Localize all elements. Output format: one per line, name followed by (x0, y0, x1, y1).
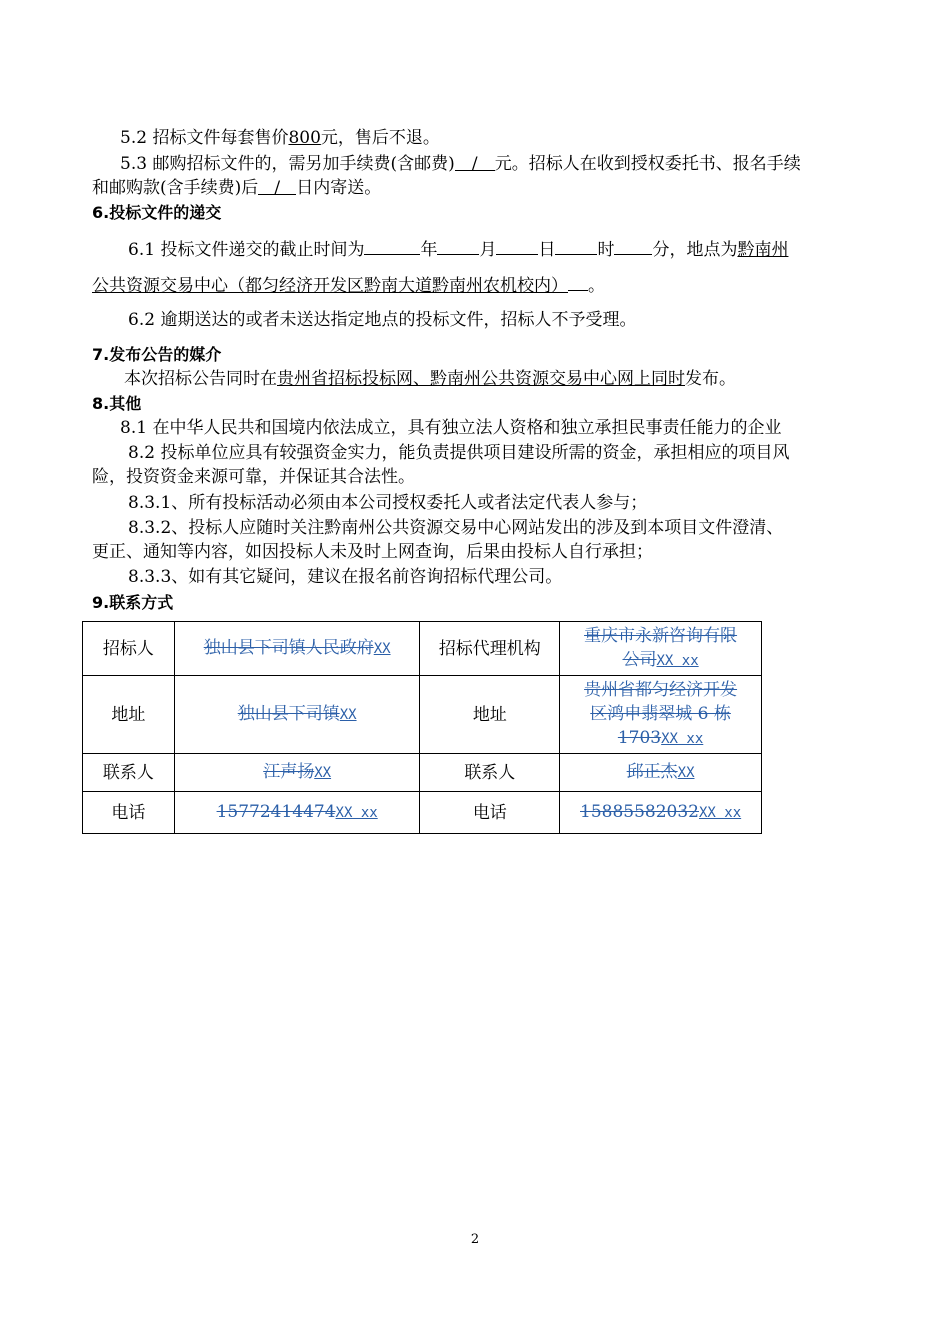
paragraph-8-3-1: 8.3.1、所有投标活动必须由本公司授权委托人或者法定代表人参与； (128, 493, 648, 513)
paragraph-6-1-line1 (128, 236, 898, 262)
label-address-right: 地址 (420, 676, 560, 754)
heading-8: 8.其他 (92, 394, 142, 413)
heading-7: 7.发布公告的媒介 (92, 345, 222, 364)
hour-blank (555, 236, 597, 255)
table-row (83, 792, 762, 834)
address-right-struck-3: 1703 (617, 728, 662, 748)
tenderer-value (174, 622, 420, 676)
agency-value (560, 622, 762, 676)
label-phone-right: 电话 (420, 792, 560, 834)
p53-line2-end: 日内寄送。 (296, 178, 382, 198)
label-agency: 招标代理机构 (420, 622, 560, 676)
phone-left-struck: 15772414474 (216, 802, 336, 822)
phone-right-value (560, 792, 762, 834)
table-row (83, 676, 762, 754)
month-label: 月 (479, 240, 497, 260)
day-label: 日 (538, 240, 556, 260)
label-phone-left: 电话 (83, 792, 175, 834)
day-blank (496, 236, 538, 255)
p53-text-end: 元。招标人在收到授权委托书、报名手续 (494, 154, 801, 174)
address-left-struck: 独山县下司镇 (237, 704, 340, 724)
phone-left-inserted: XX xx (335, 805, 378, 821)
paragraph-7 (124, 367, 894, 391)
minute-blank (614, 236, 652, 255)
place-text-part2: 公共资源交易中心（都匀经济开发区黔南大道黔南州农机校内） (92, 276, 568, 296)
paragraph-5-3-line1 (120, 152, 890, 176)
address-right-struck-1: 贵州省都匀经济开发 (584, 680, 738, 700)
phone-right-struck: 15885582032 (580, 802, 699, 822)
table-row (83, 622, 762, 676)
address-left-inserted: XX (339, 707, 357, 723)
p53-line2-text: 和邮购款(含手续费)后 (92, 178, 259, 198)
fee-blank-value: / (471, 154, 478, 174)
paragraph-8-1: 8.1 在中华人民共和国境内依法成立，具有独立法人资格和独立承担民事责任能力的企业 (120, 418, 782, 438)
p52-text-end: 元，售后不退。 (320, 128, 440, 148)
tenderer-struck: 独山县下司镇人民政府 (203, 638, 374, 658)
month-blank (437, 236, 479, 255)
paragraph-8-2-line1: 8.2 投标单位应具有较强资金实力，能负责提供项目建设所需的资金，承担相应的项目风 (128, 443, 790, 463)
p7-text: 本次招标公告同时在 (124, 369, 277, 389)
contact-table (82, 621, 762, 834)
address-right-value (560, 676, 762, 754)
label-address-left: 地址 (83, 676, 175, 754)
heading-9: 9.联系方式 (92, 593, 174, 612)
phone-left-value (174, 792, 420, 834)
place-end: 。 (588, 276, 605, 296)
paragraph-6-2: 6.2 逾期送达的或者未送达指定地点的投标文件，招标人不予受理。 (128, 310, 637, 330)
label-contact-left: 联系人 (83, 754, 175, 792)
paragraph-8-3-3: 8.3.3、如有其它疑问，建议在报名前咨询招标代理公司。 (128, 567, 563, 587)
address-right-struck-2: 区鸿申翡翠城 6 栋 (590, 704, 731, 724)
paragraph-8-2-line2: 险，投资资金来源可靠，并保证其合法性。 (92, 467, 415, 487)
year-blank (364, 236, 420, 255)
agency-struck-2: 公司 (622, 650, 657, 670)
days-blank-value: / (274, 178, 281, 198)
label-contact-right: 联系人 (420, 754, 560, 792)
p61-text: 6.1 投标文件递交的截止时间为 (128, 240, 365, 260)
paragraph-8-3-2-line2: 更正、通知等内容，如因投标人未及时上网查询，后果由投标人自行承担； (92, 542, 653, 562)
paragraph-6-1-line2 (92, 272, 862, 298)
contact-left-struck: 江声扬 (263, 762, 315, 782)
media-text: 贵州省招标投标网、黔南州公共资源交易中心网上同时 (277, 369, 685, 389)
price-value: 800 (288, 128, 321, 148)
minute-label: 分，地点为 (652, 240, 738, 260)
phone-right-inserted: XX xx (698, 805, 742, 821)
p52-text: 5.2 招标文件每套售价 (120, 128, 289, 148)
contact-right-struck: 邱正杰 (626, 762, 678, 782)
table-row (83, 754, 762, 792)
address-right-inserted: XX xx (661, 731, 704, 747)
address-left-value (174, 676, 420, 754)
contact-right-value (560, 754, 762, 792)
page-number: 2 (470, 1232, 480, 1247)
fee-blank (455, 152, 495, 174)
contact-left-value (174, 754, 420, 792)
contact-left-inserted: XX (314, 765, 332, 781)
days-blank (258, 176, 296, 198)
contact-right-inserted: XX (677, 765, 695, 781)
place-text-part1: 黔南州 (737, 240, 789, 260)
paragraph-5-3-line2 (92, 176, 862, 200)
agency-inserted: XX xx (656, 653, 699, 669)
hour-label: 时 (597, 240, 615, 260)
paragraph-5-2 (120, 126, 890, 150)
place-blank (568, 272, 588, 291)
p7-text-end: 发布。 (685, 369, 736, 389)
p53-text: 5.3 邮购招标文件的，需另加手续费(含邮费) (120, 154, 455, 174)
agency-struck-1: 重庆市永新咨询有限 (584, 626, 738, 646)
tenderer-inserted: XX (373, 641, 391, 657)
label-tenderer: 招标人 (83, 622, 175, 676)
paragraph-8-3-2-line1: 8.3.2、投标人应随时关注黔南州公共资源交易中心网站发出的涉及到本项目文件澄清、 (128, 518, 784, 538)
heading-6: 6.投标文件的递交 (92, 203, 222, 222)
year-label: 年 (420, 240, 438, 260)
